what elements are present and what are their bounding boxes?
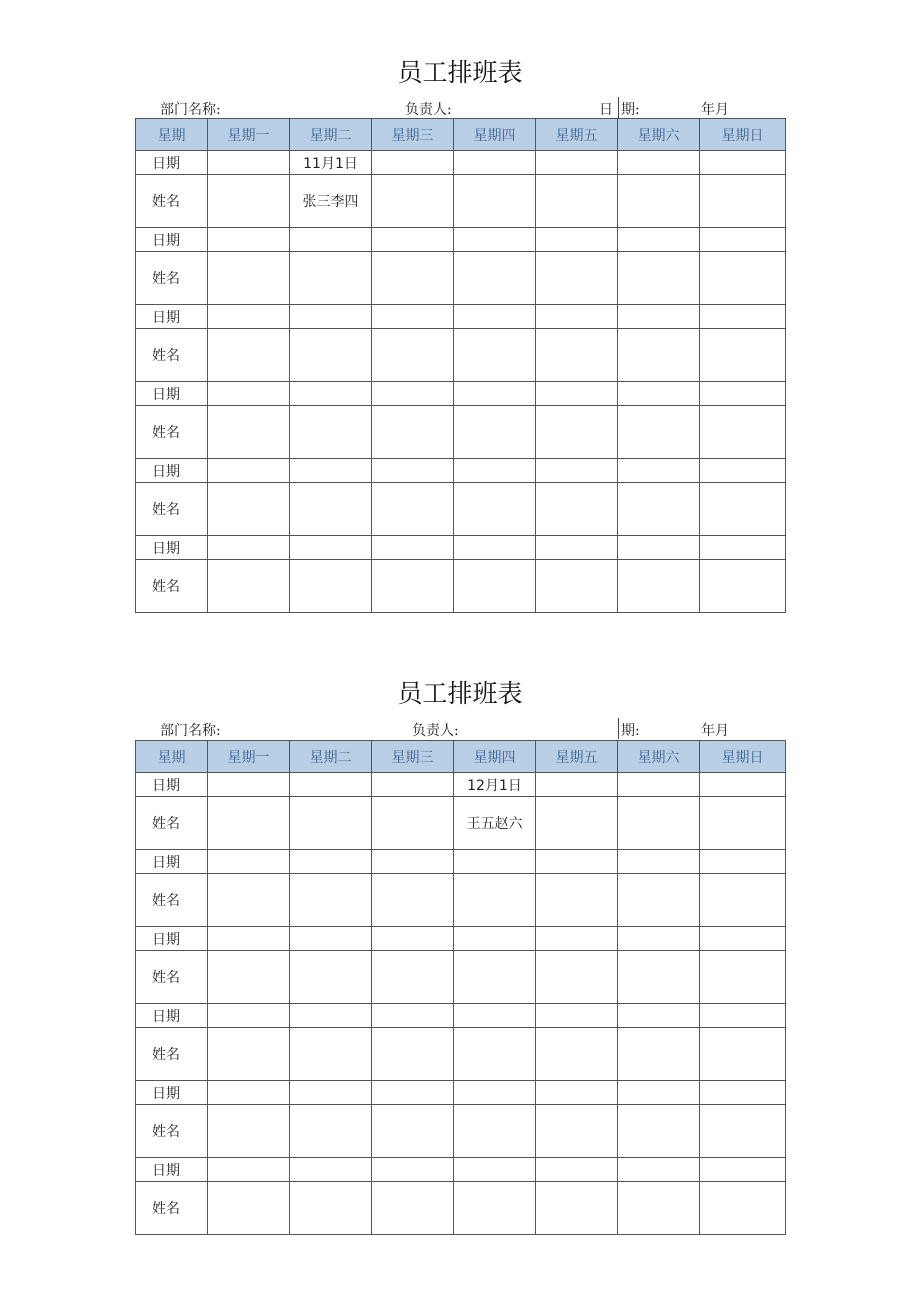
date-cell[interactable] (454, 850, 536, 874)
name-cell[interactable] (290, 1028, 372, 1081)
date-row-label: 日期 (136, 1081, 208, 1105)
name-cell[interactable] (618, 1105, 700, 1158)
name-cell[interactable] (208, 1105, 290, 1158)
name-row-label: 姓名 (136, 951, 208, 1004)
name-cell[interactable] (208, 329, 290, 382)
date-row-label: 日期 (136, 1004, 208, 1028)
name-cell[interactable] (700, 1182, 786, 1235)
name-cell[interactable] (536, 329, 618, 382)
date-cell[interactable] (290, 382, 372, 406)
sheet-title: 员工排班表 (397, 679, 523, 708)
date-cell[interactable] (372, 773, 454, 797)
date-row (136, 927, 786, 951)
date-cell[interactable] (372, 459, 454, 483)
date-cell[interactable] (536, 228, 618, 252)
date-cell[interactable] (372, 1081, 454, 1105)
date-row-label: 日期 (136, 1158, 208, 1182)
name-row-label: 姓名 (136, 874, 208, 927)
date-cell[interactable] (208, 927, 290, 951)
date-cell[interactable] (372, 1158, 454, 1182)
date-cell[interactable] (372, 305, 454, 329)
date-cell[interactable] (454, 459, 536, 483)
name-cell[interactable] (700, 1028, 786, 1081)
date-row-label: 日期 (136, 850, 208, 874)
date-row (136, 1081, 786, 1105)
date-row (136, 228, 786, 252)
name-cell[interactable] (372, 252, 454, 305)
name-row-label: 姓名 (136, 1182, 208, 1235)
name-row (136, 874, 786, 927)
header-day-1: 星期一 (208, 741, 290, 773)
date-cell[interactable] (618, 151, 700, 175)
name-cell[interactable] (536, 252, 618, 305)
name-cell[interactable] (454, 252, 536, 305)
date-cell[interactable] (618, 1081, 700, 1105)
date-row-label: 日期 (136, 459, 208, 483)
name-cell[interactable] (372, 1105, 454, 1158)
name-cell[interactable] (208, 406, 290, 459)
name-cell[interactable] (536, 560, 618, 613)
date-label: 期: (621, 723, 640, 739)
date-cell[interactable] (536, 1004, 618, 1028)
date-cell[interactable] (454, 305, 536, 329)
name-cell[interactable] (290, 406, 372, 459)
date-cell[interactable] (536, 850, 618, 874)
date-cell[interactable] (290, 773, 372, 797)
name-cell[interactable] (618, 951, 700, 1004)
name-cell[interactable] (536, 1105, 618, 1158)
date-cell[interactable] (700, 773, 786, 797)
divider (618, 97, 619, 118)
name-row-label: 姓名 (136, 329, 208, 382)
name-cell[interactable] (372, 951, 454, 1004)
schedule-table (135, 118, 786, 613)
date-cell[interactable] (290, 305, 372, 329)
header-day-3: 星期三 (372, 119, 454, 151)
date-cell[interactable] (618, 228, 700, 252)
name-cell[interactable] (536, 175, 618, 228)
name-row (136, 406, 786, 459)
date-cell[interactable] (454, 1158, 536, 1182)
date-cell[interactable] (700, 927, 786, 951)
name-row (136, 560, 786, 613)
dept-label: 部门名称: (160, 102, 221, 118)
name-cell[interactable] (700, 874, 786, 927)
date-row-label: 日期 (136, 927, 208, 951)
schedule-table (135, 740, 786, 1235)
date-cell[interactable] (208, 1081, 290, 1105)
date-cell[interactable] (372, 850, 454, 874)
name-row (136, 797, 786, 850)
name-cell[interactable] (290, 1182, 372, 1235)
name-cell[interactable] (454, 175, 536, 228)
date-cell[interactable] (700, 536, 786, 560)
date-cell[interactable] (290, 850, 372, 874)
date-cell[interactable] (372, 228, 454, 252)
date-row (136, 850, 786, 874)
name-cell[interactable] (290, 252, 372, 305)
date-cell[interactable] (372, 382, 454, 406)
date-row-label: 日期 (136, 305, 208, 329)
header-day-1: 星期一 (208, 119, 290, 151)
name-row-label: 姓名 (136, 560, 208, 613)
date-cell[interactable] (618, 1158, 700, 1182)
owner-label: 负责人: (412, 723, 459, 739)
date-cell[interactable] (618, 459, 700, 483)
date-row-label: 日期 (136, 773, 208, 797)
date-cell[interactable] (290, 536, 372, 560)
name-cell[interactable] (618, 252, 700, 305)
header-day-4: 星期四 (454, 741, 536, 773)
header-day-2: 星期二 (290, 741, 372, 773)
name-cell[interactable] (700, 252, 786, 305)
date-cell[interactable] (536, 382, 618, 406)
name-cell[interactable] (700, 1105, 786, 1158)
name-cell[interactable] (618, 560, 700, 613)
name-cell[interactable] (372, 406, 454, 459)
date-cell[interactable] (454, 228, 536, 252)
name-row (136, 175, 786, 228)
date-cell[interactable] (618, 850, 700, 874)
date-cell[interactable] (208, 536, 290, 560)
date-row (136, 382, 786, 406)
name-cell[interactable] (208, 1182, 290, 1235)
table-header (136, 119, 786, 151)
date-row (136, 1004, 786, 1028)
name-cell[interactable] (700, 329, 786, 382)
header-day-2: 星期二 (290, 119, 372, 151)
date-row-label: 日期 (136, 151, 208, 175)
date-label: 期: (621, 102, 640, 118)
date-cell[interactable] (700, 382, 786, 406)
date-cell[interactable] (618, 382, 700, 406)
name-cell[interactable] (618, 175, 700, 228)
date-cell[interactable] (290, 1158, 372, 1182)
name-row (136, 1182, 786, 1235)
dept-label: 部门名称: (160, 723, 221, 739)
date-cell[interactable] (536, 151, 618, 175)
date-cell[interactable] (700, 1081, 786, 1105)
date-row-label: 日期 (136, 228, 208, 252)
name-cell[interactable] (372, 797, 454, 850)
name-cell[interactable] (454, 951, 536, 1004)
date-cell[interactable] (290, 927, 372, 951)
name-row (136, 252, 786, 305)
name-cell[interactable] (372, 1028, 454, 1081)
name-cell[interactable] (372, 329, 454, 382)
name-cell[interactable] (618, 797, 700, 850)
date-cell[interactable] (618, 305, 700, 329)
date-cell[interactable] (208, 1158, 290, 1182)
date-cell[interactable] (454, 151, 536, 175)
date-cell[interactable] (536, 927, 618, 951)
name-cell[interactable] (208, 560, 290, 613)
owner-label: 负责人: (405, 102, 452, 118)
name-cell[interactable] (454, 560, 536, 613)
name-cell[interactable] (536, 1028, 618, 1081)
name-cell[interactable] (618, 1028, 700, 1081)
name-cell[interactable] (700, 560, 786, 613)
header-day-7: 星期日 (700, 119, 786, 151)
name-cell[interactable] (208, 874, 290, 927)
name-cell[interactable] (372, 1182, 454, 1235)
divider (618, 718, 619, 739)
date-cell[interactable] (454, 1004, 536, 1028)
date-cell[interactable]: 12月1日 (454, 773, 536, 797)
date-row (136, 305, 786, 329)
name-cell[interactable] (536, 797, 618, 850)
name-cell[interactable] (700, 406, 786, 459)
date-cell[interactable] (536, 305, 618, 329)
header-weekday-label: 星期 (136, 119, 208, 151)
date-cell[interactable] (454, 927, 536, 951)
date-cell[interactable] (700, 1004, 786, 1028)
name-row-label: 姓名 (136, 406, 208, 459)
sheet-title: 员工排班表 (397, 58, 523, 87)
name-cell[interactable] (618, 874, 700, 927)
date-row-label: 日期 (136, 382, 208, 406)
date-cell[interactable] (454, 536, 536, 560)
date-cell[interactable] (700, 1158, 786, 1182)
date-row (136, 151, 786, 175)
date-cell[interactable] (454, 1081, 536, 1105)
header-day-7: 星期日 (700, 741, 786, 773)
name-cell[interactable] (290, 951, 372, 1004)
name-row-label: 姓名 (136, 483, 208, 536)
name-cell[interactable] (290, 1105, 372, 1158)
date-cell[interactable] (290, 1004, 372, 1028)
name-cell[interactable] (208, 175, 290, 228)
name-row (136, 951, 786, 1004)
date-cell[interactable] (700, 228, 786, 252)
header-day-4: 星期四 (454, 119, 536, 151)
header-day-6: 星期六 (618, 119, 700, 151)
date-cell[interactable] (208, 459, 290, 483)
date-cell[interactable] (536, 1081, 618, 1105)
name-cell[interactable] (372, 560, 454, 613)
date-cell[interactable] (454, 382, 536, 406)
name-cell[interactable] (536, 483, 618, 536)
name-row (136, 1105, 786, 1158)
name-cell[interactable] (372, 175, 454, 228)
name-row-label: 姓名 (136, 1028, 208, 1081)
date-cell[interactable] (618, 536, 700, 560)
header-day-6: 星期六 (618, 741, 700, 773)
date-cell[interactable] (290, 459, 372, 483)
date-row (136, 459, 786, 483)
date-row (136, 536, 786, 560)
name-cell[interactable] (454, 874, 536, 927)
name-cell[interactable] (618, 406, 700, 459)
name-cell[interactable] (208, 1028, 290, 1081)
name-cell[interactable] (208, 951, 290, 1004)
date-cell[interactable] (618, 1004, 700, 1028)
date-cell[interactable] (618, 773, 700, 797)
name-cell[interactable] (618, 329, 700, 382)
header-day-3: 星期三 (372, 741, 454, 773)
date-cell[interactable] (208, 151, 290, 175)
name-cell[interactable] (454, 1028, 536, 1081)
name-row-label: 姓名 (136, 797, 208, 850)
year-month-label: 年月 (701, 723, 729, 739)
date-cell[interactable] (536, 1158, 618, 1182)
date-row (136, 1158, 786, 1182)
date-cell[interactable] (372, 1004, 454, 1028)
date-cell[interactable] (536, 459, 618, 483)
name-row-label: 姓名 (136, 1105, 208, 1158)
name-cell[interactable] (372, 483, 454, 536)
date-cell[interactable] (700, 305, 786, 329)
header-day-5: 星期五 (536, 741, 618, 773)
date-cell[interactable] (700, 459, 786, 483)
name-cell[interactable] (700, 175, 786, 228)
name-cell[interactable] (454, 406, 536, 459)
name-cell[interactable] (208, 797, 290, 850)
table-header (136, 741, 786, 773)
table-body (136, 773, 786, 1235)
name-cell[interactable] (536, 1182, 618, 1235)
date-row (136, 773, 786, 797)
name-cell[interactable] (454, 1105, 536, 1158)
date-cell[interactable] (208, 305, 290, 329)
name-cell[interactable] (454, 329, 536, 382)
name-row-label: 姓名 (136, 252, 208, 305)
date-cell[interactable] (536, 773, 618, 797)
name-row-label: 姓名 (136, 175, 208, 228)
name-cell[interactable] (536, 951, 618, 1004)
name-row (136, 1028, 786, 1081)
name-row (136, 483, 786, 536)
name-cell[interactable] (290, 797, 372, 850)
name-cell[interactable] (208, 483, 290, 536)
date-cell[interactable] (700, 151, 786, 175)
date-row-label: 日期 (136, 536, 208, 560)
header-row (136, 119, 786, 151)
name-cell[interactable] (290, 874, 372, 927)
date-cell[interactable] (208, 773, 290, 797)
date-cell[interactable] (208, 850, 290, 874)
name-row (136, 329, 786, 382)
date-cell[interactable] (536, 536, 618, 560)
name-cell[interactable] (208, 252, 290, 305)
name-cell[interactable] (700, 483, 786, 536)
name-cell[interactable] (700, 797, 786, 850)
name-cell[interactable] (536, 406, 618, 459)
header-day-5: 星期五 (536, 119, 618, 151)
header-row (136, 741, 786, 773)
table-body (136, 151, 786, 613)
name-cell[interactable]: 王五赵六 (454, 797, 536, 850)
name-cell[interactable] (454, 1182, 536, 1235)
name-cell[interactable]: 张三李四 (290, 175, 372, 228)
name-cell[interactable] (700, 951, 786, 1004)
name-cell[interactable] (536, 874, 618, 927)
date-cell[interactable] (208, 228, 290, 252)
year-month-label: 年月 (701, 102, 729, 118)
date-prefix: 日 (599, 102, 613, 118)
name-cell[interactable] (618, 1182, 700, 1235)
name-cell[interactable] (372, 874, 454, 927)
name-cell[interactable] (290, 483, 372, 536)
name-cell[interactable] (618, 483, 700, 536)
date-cell[interactable] (700, 850, 786, 874)
date-cell[interactable]: 11月1日 (290, 151, 372, 175)
date-cell[interactable] (290, 1081, 372, 1105)
date-cell[interactable] (208, 382, 290, 406)
name-cell[interactable] (454, 483, 536, 536)
date-cell[interactable] (372, 927, 454, 951)
date-cell[interactable] (208, 1004, 290, 1028)
name-cell[interactable] (290, 560, 372, 613)
name-cell[interactable] (290, 329, 372, 382)
date-cell[interactable] (372, 536, 454, 560)
date-cell[interactable] (372, 151, 454, 175)
date-cell[interactable] (618, 927, 700, 951)
header-weekday-label: 星期 (136, 741, 208, 773)
date-cell[interactable] (290, 228, 372, 252)
